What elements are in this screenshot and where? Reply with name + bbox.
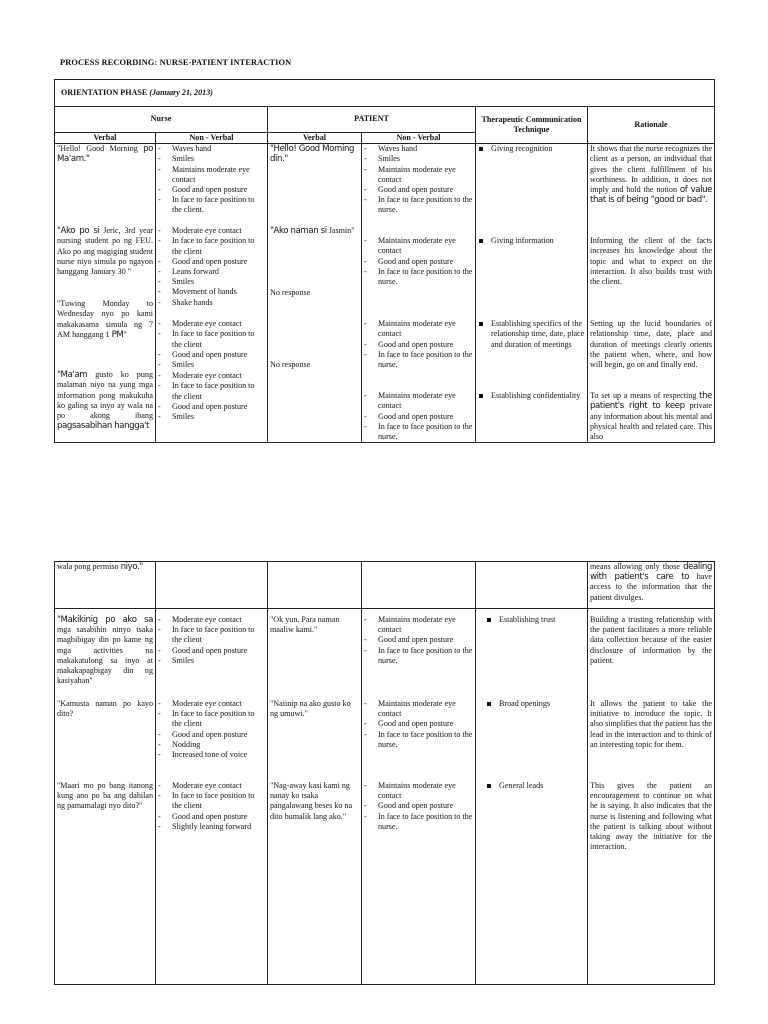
technique-list bbox=[478, 319, 585, 391]
rationale-text: dealing with patient's care to bbox=[590, 562, 712, 583]
list-item: - Maintains moderate eye contact bbox=[364, 391, 473, 411]
patient-verbal-cell bbox=[268, 144, 362, 443]
list-item: Establishing trust bbox=[486, 615, 585, 625]
list-item: - In face to face position to the client bbox=[158, 625, 265, 645]
list-item: - In face to face position to the nurse. bbox=[364, 267, 473, 287]
nonverbal-list bbox=[158, 144, 265, 226]
table-row bbox=[55, 562, 715, 609]
list-item: - Good and open posture bbox=[158, 812, 265, 822]
list-item: - Good and open posture bbox=[158, 185, 265, 195]
table-row bbox=[55, 609, 715, 985]
patient-verbal-text: "Naiinip na ako gusto ko ng umuwi." bbox=[270, 699, 351, 719]
list-item: - In face to face position to the client bbox=[158, 236, 265, 256]
patient-nonverbal-header: Non - Verbal bbox=[362, 133, 476, 144]
nonverbal-list bbox=[158, 699, 265, 781]
list-item: - Good and open posture bbox=[364, 340, 473, 350]
list-item: - Moderate eye contact bbox=[158, 781, 265, 791]
list-item: - Good and open posture bbox=[158, 730, 265, 740]
patient-verbal-text: "Ako naman si bbox=[270, 226, 327, 237]
patient-header: PATIENT bbox=[268, 107, 476, 133]
nurse-verbal-text: "Hello! Good Morning bbox=[57, 144, 144, 154]
list-item: - In face to face position to the client bbox=[158, 709, 265, 729]
rationale-text: private any information about his mental and physical health and related care. This also bbox=[590, 401, 713, 442]
list-item: - In face to face position to the client bbox=[158, 329, 265, 349]
list-item: - Nodding bbox=[158, 740, 265, 750]
nurse-nonverbal-cell bbox=[156, 609, 268, 985]
nonverbal-list bbox=[364, 144, 473, 236]
rationale-text: Informing the client of the facts increases his knowledge about the topic and what to expect on the interaction. It also builds trust with the client. bbox=[590, 236, 713, 287]
technique-cell bbox=[476, 144, 588, 443]
nurse-verbal-cell bbox=[55, 562, 156, 609]
list-item: - Maintains moderate eye contact bbox=[364, 781, 473, 801]
patient-verbal-text: "Ok yun. Para naman maaliw kami." bbox=[270, 615, 340, 635]
rationale-cell bbox=[588, 562, 715, 609]
nurse-verbal-text: pagsasabihan hangga't bbox=[57, 421, 150, 432]
list-item: - Good and open posture bbox=[364, 635, 473, 645]
nurse-header: Nurse bbox=[55, 107, 268, 133]
nurse-verbal-text: niyo." bbox=[120, 562, 143, 572]
rationale-text: Building a trusting relationship with the patient facilitates a more reliable data collection because of the easier disclosure of information by the patient. bbox=[590, 615, 712, 665]
nurse-verbal-text: "Maari mo po bang itanong kung ano po ba ang dahilan ng pamamalagi nyo dito?" bbox=[57, 781, 153, 811]
nurse-verbal-header: Verbal bbox=[55, 133, 156, 144]
list-item: - Waves hand bbox=[158, 144, 265, 154]
rationale-text: means allowing only those bbox=[590, 562, 684, 571]
nurse-verbal-text: PM bbox=[111, 329, 124, 340]
rationale-text: It shows that the nurse recognizes the client as a person, an individual that gives the client fulfillment of his worthiness. In addition, it does not imply and hold the notion bbox=[590, 144, 713, 195]
list-item: - Maintains moderate eye contact bbox=[158, 165, 265, 185]
list-item: - Moderate eye contact bbox=[158, 319, 265, 329]
list-item: - In face to face position to the nurse. bbox=[364, 812, 473, 832]
nurse-nonverbal-cell bbox=[156, 144, 268, 443]
nonverbal-list bbox=[158, 226, 265, 319]
nonverbal-list bbox=[364, 319, 473, 391]
rationale-text: have access to the information that the patient divulges. bbox=[590, 572, 712, 602]
phase-header bbox=[55, 80, 715, 107]
list-item: - In face to face position to the client. bbox=[158, 195, 265, 215]
nonverbal-list bbox=[364, 391, 473, 442]
rationale-text: Setting up the lucid boundaries of relationship time, date, place and duration of meetings clearly orients the patient when, where, and how will begin, go on and finally end. bbox=[590, 319, 713, 370]
list-item: Giving information bbox=[478, 236, 585, 246]
list-item: - Slightly leaning forward bbox=[158, 822, 265, 832]
patient-nonverbal-cell bbox=[362, 609, 476, 985]
list-item: - In face to face position to the nurse. bbox=[364, 422, 473, 442]
list-item: - In face to face position to the client bbox=[158, 791, 265, 811]
list-item: - Good and open posture bbox=[364, 412, 473, 422]
list-item: - Good and open posture bbox=[158, 257, 265, 267]
list-item: - Smiles bbox=[364, 154, 473, 164]
process-recording-table-page2 bbox=[54, 561, 715, 985]
process-recording-table-page1 bbox=[54, 79, 715, 443]
technique-cell bbox=[476, 609, 588, 985]
technique-cell bbox=[476, 562, 588, 609]
nurse-nonverbal-cell bbox=[156, 562, 268, 609]
list-item: - Good and open posture bbox=[364, 719, 473, 729]
rationale-cell bbox=[588, 144, 715, 443]
list-item: - In face to face position to the nurse. bbox=[364, 730, 473, 750]
technique-list bbox=[478, 236, 585, 319]
nurse-verbal-text: Jeric, 3rd year nursing student po ng FEU. Ako po ang magiging student nurse niyo simula po ngayon hanggang January 30 " bbox=[57, 226, 153, 277]
rationale-text: the patient's right to keep bbox=[590, 391, 713, 412]
list-item: General leads bbox=[486, 781, 585, 791]
rationale-text: of value that is of being "good or bad". bbox=[590, 185, 713, 206]
list-item: - Maintains moderate eye contact bbox=[364, 319, 473, 339]
list-item: - Smiles bbox=[158, 412, 265, 422]
list-item: - Maintains moderate eye contact bbox=[364, 165, 473, 185]
list-item: - Good and open posture bbox=[364, 185, 473, 195]
list-item: - Smiles bbox=[158, 656, 265, 666]
patient-verbal-text: Jasmin" bbox=[326, 226, 355, 236]
rationale-text: It allows the patient to take the initiative to introduce the topic. It also simplifies that the patient has the lead in the interaction and to think of an interesting topic for them. bbox=[590, 699, 712, 749]
list-item: Giving recognition bbox=[478, 144, 585, 154]
list-item: - Moderate eye contact bbox=[158, 699, 265, 709]
list-item: - In face to face position to the nurse. bbox=[364, 646, 473, 666]
nurse-verbal-cell bbox=[55, 144, 156, 443]
nurse-verbal-text: "Kamusta naman po kayo dito? bbox=[57, 699, 153, 719]
patient-verbal-text: "Hello! Good Morning din." bbox=[270, 144, 355, 165]
technique-list bbox=[486, 781, 585, 791]
list-item: - Smiles bbox=[158, 360, 265, 370]
list-item: - Good and open posture bbox=[364, 257, 473, 267]
list-item: - Smiles bbox=[158, 277, 265, 287]
nonverbal-list bbox=[158, 319, 265, 371]
nonverbal-list bbox=[158, 615, 265, 699]
technique-list bbox=[478, 144, 585, 236]
list-item: - Moderate eye contact bbox=[158, 226, 265, 236]
nonverbal-list bbox=[158, 371, 265, 422]
patient-nonverbal-cell bbox=[362, 562, 476, 609]
nurse-verbal-text: "Tuwing Monday to Wednesday nyo po kami makakasama simula ng 7 AM hanggang 1 bbox=[57, 299, 153, 339]
list-item: Establishing confidentiality bbox=[478, 391, 585, 401]
list-item: Broad openings bbox=[486, 699, 585, 709]
technique-list bbox=[478, 391, 585, 401]
nurse-verbal-text: "Ma'am bbox=[57, 370, 88, 381]
patient-verbal-text: No response bbox=[270, 288, 311, 298]
list-item: Establishing specifics of the relationship time, date, place and duration of meetings bbox=[478, 319, 585, 350]
list-item: - Shake hands bbox=[158, 298, 265, 308]
nurse-verbal-text: po Ma'am." bbox=[57, 144, 153, 165]
list-item: - Smiles bbox=[158, 154, 265, 164]
list-item: - Good and open posture bbox=[158, 646, 265, 656]
rationale-text: To set up a means of respecting bbox=[590, 391, 700, 401]
table-row bbox=[55, 144, 715, 443]
rationale-header: Rationale bbox=[588, 107, 715, 144]
list-item: - Good and open posture bbox=[364, 801, 473, 811]
nurse-verbal-text: mga sasabihin ninyo tsaka magbibigay din po kame ng mga activities na makakatulong sa inyo at makakapagbigay din ng kasiyahan" bbox=[57, 625, 153, 686]
nonverbal-list bbox=[364, 615, 473, 699]
list-item: - Maintains moderate eye contact bbox=[364, 236, 473, 256]
phase-date: (January 21, 2013) bbox=[149, 87, 213, 97]
technique-header: Therapeutic Communication Technique bbox=[476, 107, 588, 144]
nurse-nonverbal-header: Non - Verbal bbox=[156, 133, 268, 144]
nurse-verbal-cell bbox=[55, 609, 156, 985]
nurse-verbal-text: "Makikinig po ako sa bbox=[57, 615, 153, 625]
patient-verbal-text: No response bbox=[270, 360, 311, 370]
nonverbal-list bbox=[364, 236, 473, 319]
list-item: - Movement of hands bbox=[158, 287, 265, 297]
list-item: - In face to face position to the nurse. bbox=[364, 350, 473, 370]
phase-name: ORIENTATION PHASE bbox=[61, 87, 148, 97]
nurse-verbal-text: " bbox=[123, 329, 127, 339]
document-title: PROCESS RECORDING: NURSE-PATIENT INTERACTION bbox=[60, 58, 292, 67]
list-item: - Leans forward bbox=[158, 267, 265, 277]
list-item: - Increased tone of voice bbox=[158, 750, 265, 760]
patient-verbal-cell bbox=[268, 562, 362, 609]
list-item: - Moderate eye contact bbox=[158, 615, 265, 625]
nurse-verbal-text: gusto ko pung malaman niyo na yung mga information pong makukuha ko galing sa inyo ay wala na po akong ibang bbox=[57, 370, 153, 421]
nonverbal-list bbox=[364, 699, 473, 781]
rationale-cell bbox=[588, 609, 715, 985]
patient-verbal-cell bbox=[268, 609, 362, 985]
technique-list bbox=[486, 615, 585, 699]
list-item: - Waves hand bbox=[364, 144, 473, 154]
list-item: - Good and open posture bbox=[158, 402, 265, 412]
patient-nonverbal-cell bbox=[362, 144, 476, 443]
technique-list bbox=[486, 699, 585, 781]
list-item: - In face to face position to the nurse. bbox=[364, 195, 473, 215]
list-item: - In face to face position to the client bbox=[158, 381, 265, 401]
list-item: - Maintains moderate eye contact bbox=[364, 699, 473, 719]
list-item: - Maintains moderate eye contact bbox=[364, 615, 473, 635]
patient-verbal-header: Verbal bbox=[268, 133, 362, 144]
nonverbal-list bbox=[158, 781, 265, 832]
nonverbal-list bbox=[364, 781, 473, 832]
nurse-verbal-text: wala pong permiso bbox=[57, 562, 121, 571]
nurse-verbal-text: "Ako po si bbox=[57, 226, 100, 237]
list-item: - Moderate eye contact bbox=[158, 371, 265, 381]
patient-verbal-text: "Nag-away kasi kami ng nanay ko tsaka pangalawang beses ko na dito bumalik lang ako." bbox=[270, 781, 353, 821]
rationale-text: This gives the patient an encouragement to continue on what he is saying. It also indicates that the nurse is listening and following what the patient is talking about without taking away the initiative for the interaction. bbox=[590, 781, 712, 852]
list-item: - Good and open posture bbox=[158, 350, 265, 360]
